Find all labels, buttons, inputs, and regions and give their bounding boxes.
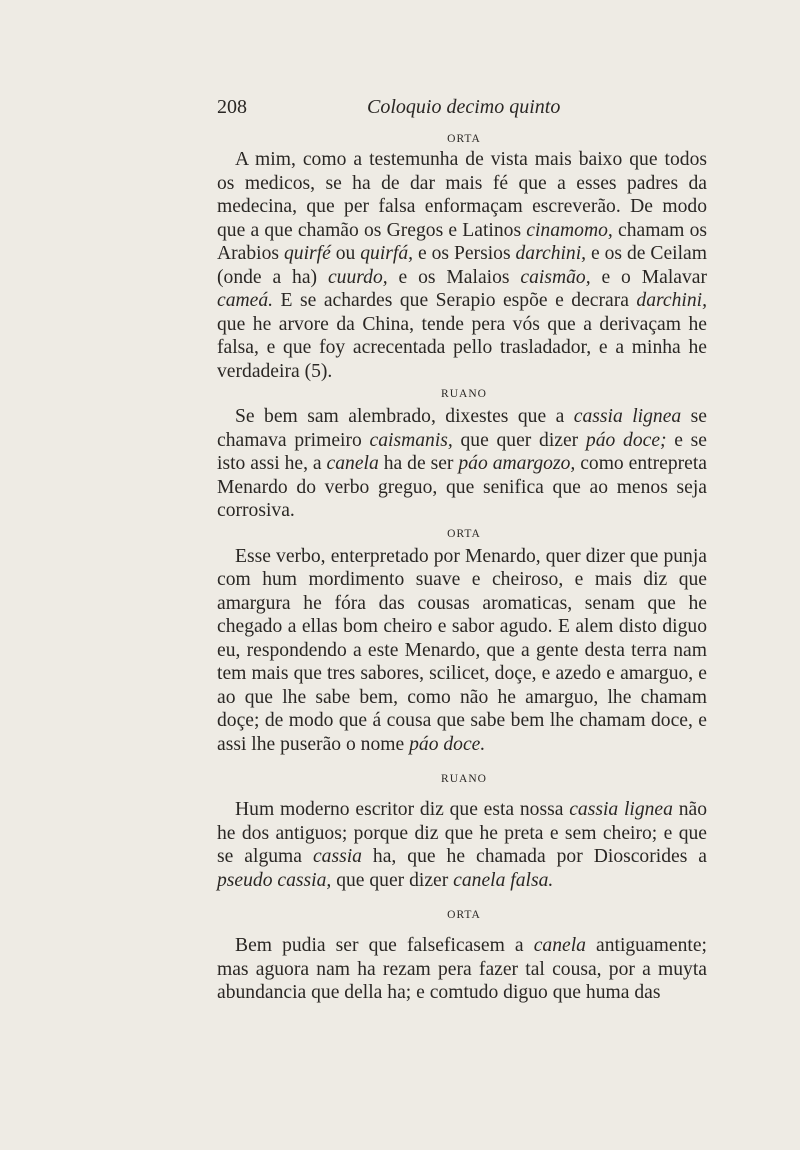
text-run: Hum moderno escritor diz que esta nossa (235, 799, 570, 820)
text-run: antiguamente; mas aguora nam ha rezam pera fazer tal cousa, por a muyta abundancia que della ha; e comtudo diguo que huma das (217, 935, 707, 1003)
text-run: se chamava primeiro (217, 406, 707, 451)
text-run: A mim, como a testemunha de vista mais baixo que todos os medicos, se ha de dar mais fé que a esses padres da medecina, que per falsa enformaçam escreverão. De modo que a que chamão os Gregos e Latinos (217, 149, 707, 241)
text-run: chamam os Arabios (217, 219, 707, 264)
text-run: como entrepreta Menardo do verbo greguo, que senifica que ao menos seja corrosiva. (217, 453, 707, 521)
text-run: Se bem sam alembrado, dixestes que a (235, 406, 574, 427)
italic-term: quirfá, (360, 243, 414, 264)
italic-term: canela (326, 453, 379, 474)
text-run: e os Malaios (387, 266, 521, 288)
italic-term: páo doce. (409, 733, 486, 755)
text-run: não he dos antiguos; porque diz que he preta e sem cheiro; e que se alguma (217, 799, 707, 867)
speaker-label: RUANO (441, 773, 487, 785)
speaker-label: ORTA (447, 909, 481, 921)
italic-term: caismão, (520, 266, 591, 288)
italic-term: cassia lignea (573, 406, 682, 427)
page-number: 208 (217, 96, 247, 118)
text-run: e os Persios (413, 243, 516, 264)
italic-term: cassia (312, 846, 362, 867)
text-run: e os de Ceilam (onde a ha) (217, 243, 707, 288)
text-run: E se achardes que Serapio espõe e decrara (273, 290, 637, 311)
text-run: ha, que he chamada por Dioscorides a (361, 846, 707, 867)
text-run: e se isto assi he, a (217, 429, 707, 474)
paragraph (217, 405, 707, 523)
text-run: que he arvore da China, tende pera vós que a derivaçam he falsa, e que foy acrecentada pello trasladador, e a minha he verdadeira (5). (217, 313, 707, 382)
italic-term: canela (533, 935, 586, 956)
italic-term: cuurdo, (327, 266, 388, 288)
text-run: ou (330, 243, 361, 264)
text-run: ha de ser (378, 453, 459, 474)
text-run: que quer dizer (452, 429, 586, 451)
speaker-label: ORTA (447, 527, 481, 540)
text-run: Bem pudia ser que falseficasem a (235, 935, 534, 956)
italic-term: cameá. (217, 290, 274, 311)
paragraph (217, 545, 707, 757)
italic-term: páo doce; (585, 429, 667, 451)
italic-term: darchini, (515, 243, 587, 264)
paragraph (217, 934, 707, 1005)
paragraph (217, 798, 707, 892)
italic-term: quirfé (283, 243, 331, 264)
italic-term: darchini, (636, 290, 707, 311)
text-run: Esse verbo, enterpretado por Menardo, quer dizer que punja com hum mordimento suave e cheiroso, e mais diz que amargura he fóra das cousas aromaticas, senam que he chegado a ellas bom cheiro e sabor agudo. E alem disto diguo eu, respondendo a este Menardo, que a gente desta terra nam tem mais que tres sabores, scilicet, doçe, e azedo e amarguo, e ao que lhe sabe bem, como não he amarguo, lhe chamam doçe; de modo que á cousa que sabe bem lhe chamam doce, e assi lhe puserão o nome (217, 545, 707, 755)
italic-term: canela falsa. (453, 869, 554, 891)
text-run: que quer dizer (331, 869, 454, 891)
speaker-label: RUANO (441, 388, 487, 400)
page-header (217, 96, 707, 122)
italic-term: pseudo cassia, (217, 869, 332, 891)
italic-term: cassia lignea (569, 799, 673, 820)
dialogue-text (217, 132, 707, 1005)
italic-term: caismanis, (369, 429, 453, 451)
speaker-label: ORTA (447, 133, 481, 145)
paragraph (217, 148, 707, 383)
running-title: Coloquio decimo quinto (367, 96, 561, 118)
italic-term: páo amargozo, (458, 453, 576, 474)
italic-term: cinamomo, (526, 219, 613, 241)
text-run: e o Malavar (590, 266, 708, 288)
